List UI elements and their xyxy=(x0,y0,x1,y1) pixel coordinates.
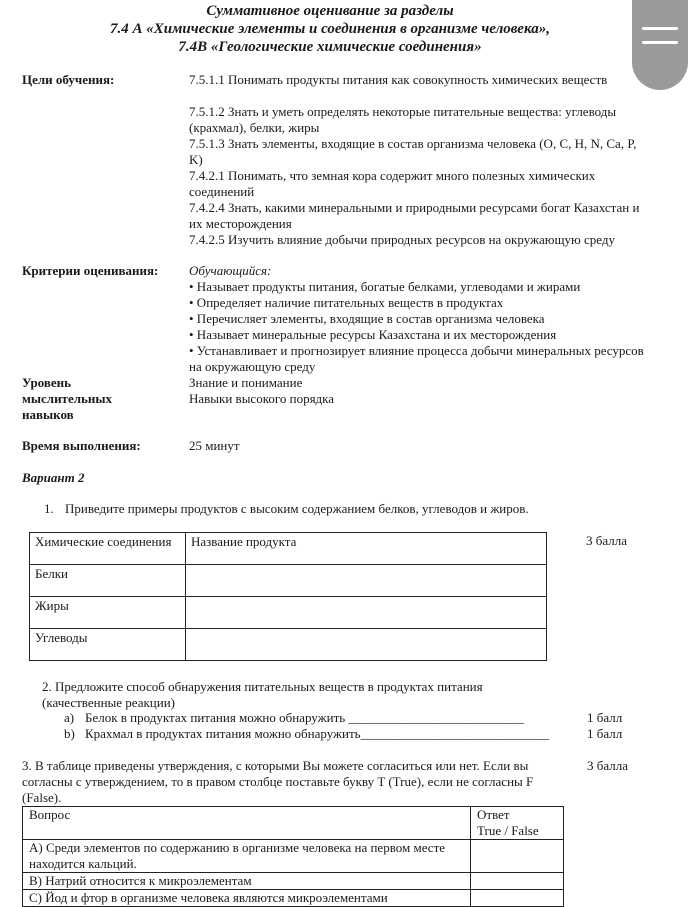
criterion-5: • Устанавливает и прогнозирует влияние процесса добычи минеральных ресурсов на окружающую среду xyxy=(189,343,644,374)
menu-icon-bar-1 xyxy=(642,27,678,30)
criterion-2: • Определяет наличие питательных веществ в продуктах xyxy=(189,295,504,310)
criterion-4: • Называет минеральные ресурсы Казахстана и их месторождения xyxy=(189,327,557,342)
q1-text: Приведите примеры продуктов с высоким содержанием белков, углеводов и жиров. xyxy=(65,501,529,516)
table-row xyxy=(30,533,547,565)
levels-label-2: мыслительных xyxy=(22,391,113,406)
title-line-1: Суммативное оценивание за разделы xyxy=(206,3,454,19)
q3-answer-c[interactable] xyxy=(471,890,564,907)
table-row xyxy=(30,565,547,597)
goal-3: 7.5.1.3 Знать элементы, входящие в состав организма человека (O, C, H, N, Ca, P, K) xyxy=(189,136,637,167)
goal-1: 7.5.1.1 Понимать продукты питания как совокупность химических веществ xyxy=(189,72,608,87)
criteria-intro: Обучающийся: xyxy=(189,263,272,278)
criteria-label: Критерии оценивания: xyxy=(22,263,159,278)
goal-2: 7.5.1.2 Знать и уметь определять некоторые питательные вещества: углеводы (крахмал), белки, жиры xyxy=(189,104,617,135)
q3-statement-c: C) Йод и фтор в организме человека являются микроэлементами xyxy=(23,890,471,907)
table-row xyxy=(30,597,547,629)
q1-row-proteins: Белки xyxy=(30,565,186,597)
title-line-2: 7.4 А «Химические элементы и соединения в организме человека», xyxy=(110,21,550,37)
q1-row-fats: Жиры xyxy=(30,597,186,629)
criterion-3: • Перечисляет элементы, входящие в состав организма человека xyxy=(189,311,545,326)
table-row xyxy=(23,873,564,890)
menu-icon-bar-2 xyxy=(642,41,678,44)
q1-answer-carbs[interactable] xyxy=(186,629,547,661)
q2-item-a-text[interactable]: Белок в продуктах питания можно обнаружить ___________________________ xyxy=(85,710,524,725)
q3-col2-header-line2: True / False xyxy=(477,823,539,838)
table-row xyxy=(30,629,547,661)
variant-heading: Вариант 2 xyxy=(22,470,85,485)
q3-answer-a[interactable] xyxy=(471,840,564,873)
level-2: Навыки высокого порядка xyxy=(189,391,335,406)
q1-number: 1. xyxy=(44,501,54,516)
q1-col2-header: Название продукта xyxy=(186,533,547,565)
goals-label: Цели обучения: xyxy=(22,72,115,87)
table-row xyxy=(23,807,564,840)
q1-table xyxy=(29,532,547,661)
q1-answer-fats[interactable] xyxy=(186,597,547,629)
q3-col2-header xyxy=(471,807,564,840)
q1-row-carbs: Углеводы xyxy=(30,629,186,661)
q2-item-a-points: 1 балл xyxy=(587,710,623,725)
q2-item-a-letter: a) xyxy=(64,710,75,725)
q2-item-b-points: 1 балл xyxy=(587,726,623,741)
time-value: 25 минут xyxy=(189,438,240,453)
q3-points: 3 балла xyxy=(587,758,628,773)
goal-5: 7.4.2.4 Знать, какими минеральными и природными ресурсами богат Казахстан и их месторождения xyxy=(189,200,640,231)
q3-statement-b: B) Натрий относится к микроэлементам xyxy=(23,873,471,890)
q3-table xyxy=(22,806,564,907)
q1-col1-header: Химические соединения xyxy=(30,533,186,565)
q1-answer-proteins[interactable] xyxy=(186,565,547,597)
q2-text: 2. Предложите способ обнаружения питательных веществ в продуктах питания (качественные реакции) xyxy=(42,679,483,710)
q3-col2-header-line1: Ответ xyxy=(477,807,510,822)
q2-item-b-text[interactable]: Крахмал в продуктах питания можно обнаружить_____________________________ xyxy=(85,726,550,741)
criterion-1: • Называет продукты питания, богатые белками, углеводами и жирами xyxy=(189,279,581,294)
goal-4: 7.4.2.1 Понимать, что земная кора содержит много полезных химических соединений xyxy=(189,168,596,199)
table-row xyxy=(23,840,564,873)
level-1: Знание и понимание xyxy=(189,375,303,390)
goal-6: 7.4.2.5 Изучить влияние добычи природных ресурсов на окружающую среду xyxy=(189,232,615,247)
levels-label-1: Уровень xyxy=(22,375,72,390)
q3-answer-b[interactable] xyxy=(471,873,564,890)
title-line-3: 7.4В «Геологические химические соединения» xyxy=(178,39,482,55)
q1-points: 3 балла xyxy=(586,533,627,548)
time-label: Время выполнения: xyxy=(22,438,141,453)
table-row xyxy=(23,890,564,907)
q3-text: 3. В таблице приведены утверждения, с которыми Вы можете согласиться или нет. Если вы согласны с утверждением, то в правом столбце поставьте букву T (True), если не согласны F (False). xyxy=(22,758,534,805)
q2-item-b-letter: b) xyxy=(64,726,75,741)
levels-label-3: навыков xyxy=(22,407,74,422)
q3-statement-a: A) Среди элементов по содержанию в организме человека на первом месте находится кальций. xyxy=(23,840,471,873)
q3-col1-header: Вопрос xyxy=(23,807,471,840)
